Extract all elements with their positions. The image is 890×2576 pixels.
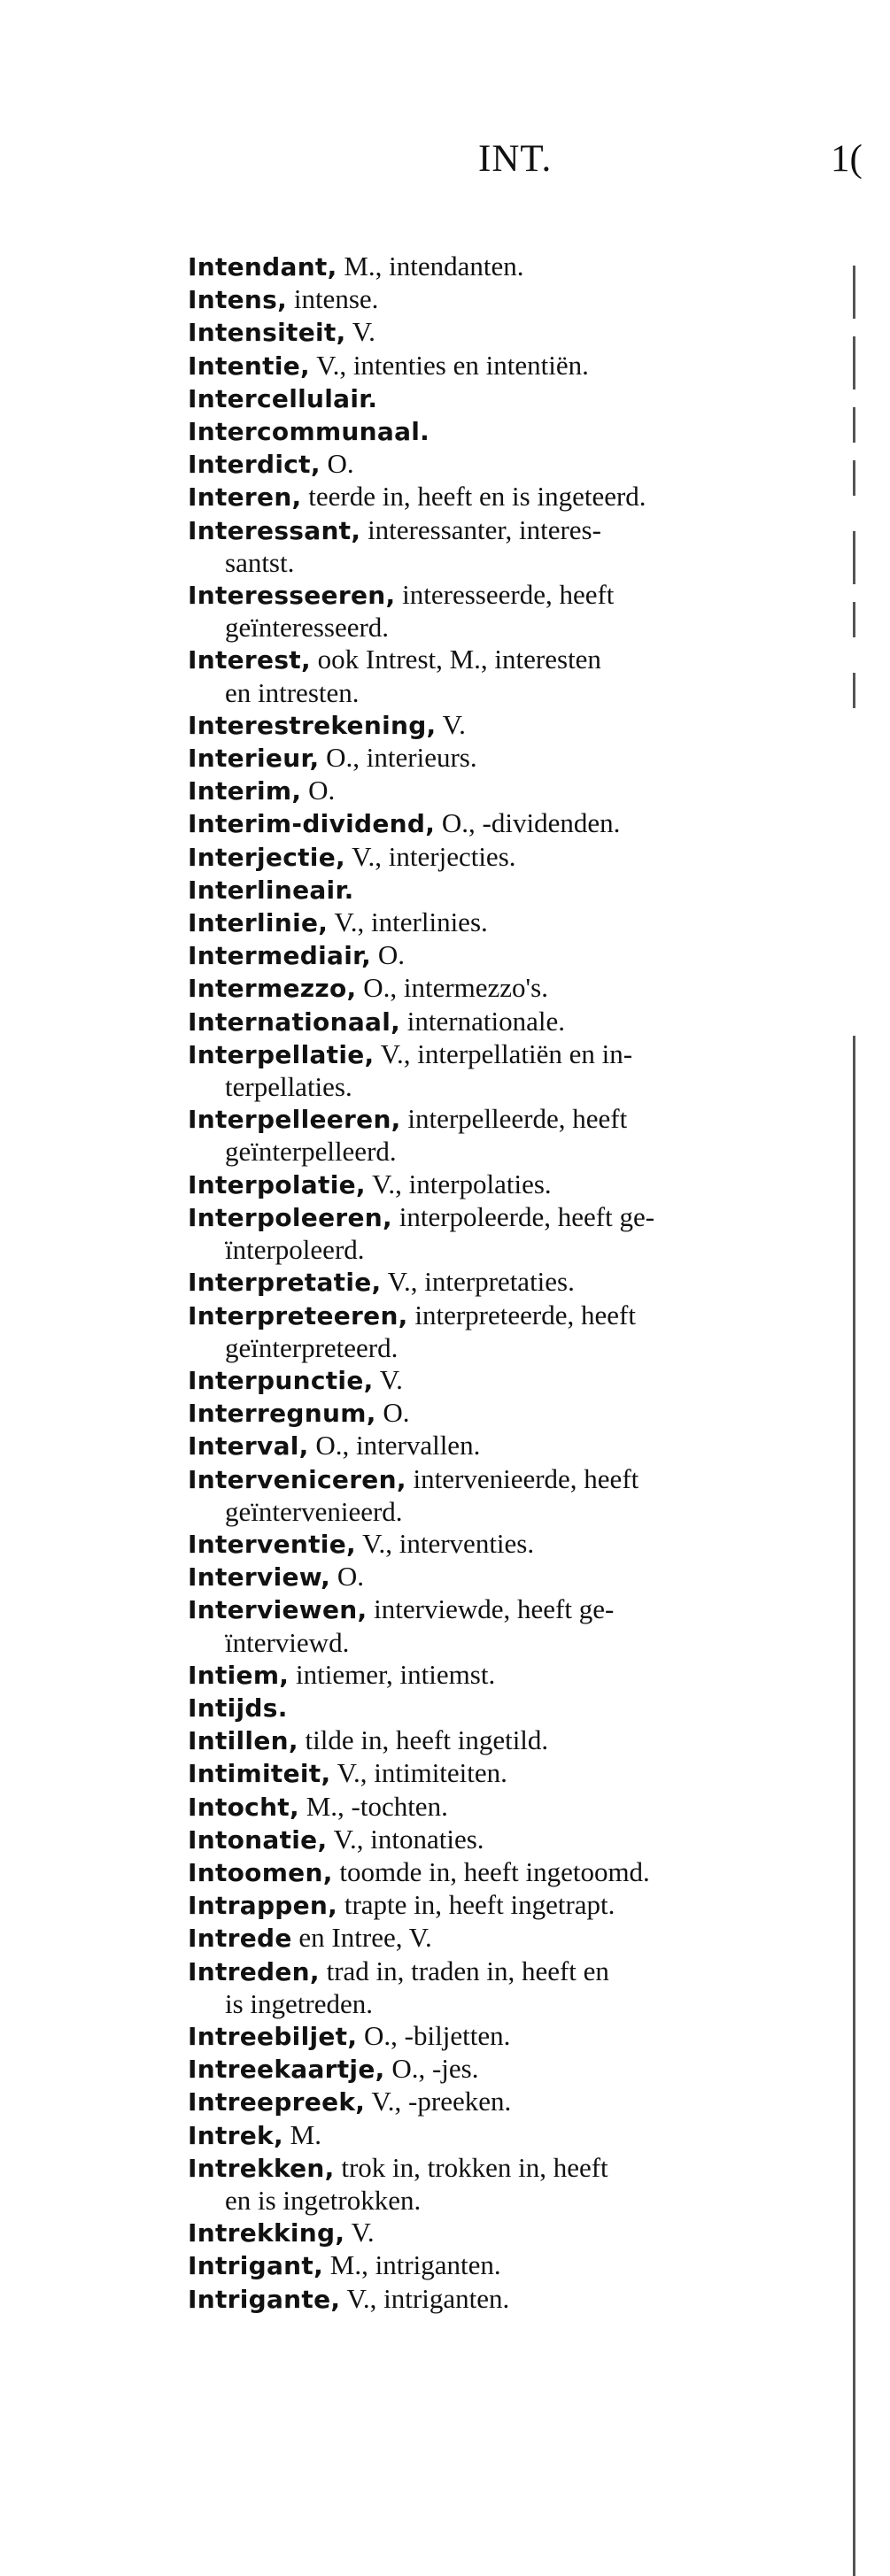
entry-definition: V., intimiteiten. (330, 1757, 507, 1789)
dictionary-entry (188, 2249, 822, 2282)
entry-headword: Interieur, (188, 744, 320, 774)
entry-definition: O., -dividenden. (435, 807, 621, 839)
entry-definition: V., interjecties. (344, 840, 516, 872)
entry-headword: Interlinie, (188, 908, 329, 938)
margin-rule (853, 336, 855, 389)
entry-definition: interviewde, heeft ge- (367, 1593, 615, 1625)
entry-definition: O., intervallen. (308, 1430, 481, 1462)
entry-headword: Interdict, (188, 450, 321, 480)
entry-headword: Interpellatie, (188, 1039, 375, 1069)
entry-definition: V., intriganten. (340, 2282, 510, 2314)
entry-definition: interesseerde, heeft (395, 579, 615, 611)
dictionary-entry (188, 2053, 822, 2086)
entry-definition: interpelleerde, heeft (400, 1103, 628, 1135)
dictionary-entry (188, 448, 822, 481)
entry-headword: Intrekken, (188, 2153, 335, 2183)
entry-headword: Interviewen, (188, 1595, 368, 1625)
entry-headword: Intrappen, (188, 1891, 338, 1921)
entry-headword: Interventie, (188, 1529, 356, 1559)
dictionary-entry (188, 2152, 822, 2217)
entry-headword: Intonatie, (188, 1824, 328, 1855)
dictionary-entry (188, 1430, 822, 1462)
entry-headword: Intrigant, (188, 2251, 324, 2281)
entry-headword: Interen, (188, 482, 302, 513)
dictionary-entry (188, 1724, 822, 1757)
entry-definition: V., -preeken. (365, 2086, 512, 2117)
entry-definition: O., interieurs. (319, 742, 477, 774)
dictionary-entry (188, 972, 822, 1005)
margin-rule (853, 531, 855, 584)
entry-headword: Intocht, (188, 1792, 299, 1822)
entry-definition: teerde in, heeft en is ingeteerd. (301, 481, 646, 513)
entry-definition: M., -tochten. (298, 1790, 448, 1822)
dictionary-entry (188, 2119, 822, 2152)
entry-headword: Interview, (188, 1562, 331, 1593)
entry-definition: V. (436, 708, 466, 740)
entry-headword: Intens, (188, 285, 288, 315)
dictionary-entry (188, 1791, 822, 1824)
dictionary-entry (188, 382, 822, 415)
entry-definition: V., interventies. (355, 1527, 535, 1559)
entry-definition: V. (344, 2217, 375, 2248)
entry-headword: Interpunctie, (188, 1365, 374, 1395)
margin-rule (853, 460, 855, 496)
entry-headword: Intrede (188, 1924, 292, 1954)
entry-headword: Intercellulair. (188, 383, 378, 413)
dictionary-entry (188, 807, 822, 840)
dictionary-entry (188, 1364, 822, 1397)
dictionary-entry (188, 906, 822, 939)
entry-headword: Intijds. (188, 1693, 288, 1723)
entry-headword: Interpolatie, (188, 1169, 366, 1199)
entry-headword: Interpelleeren, (188, 1105, 401, 1135)
dictionary-entry (188, 1006, 822, 1038)
entry-headword: Intoomen, (188, 1857, 333, 1887)
entry-definition: V., intonaties. (327, 1823, 484, 1855)
page-header (0, 137, 890, 190)
dictionary-entry (188, 939, 822, 972)
entry-headword: Interval, (188, 1431, 309, 1462)
entry-definition: M., intriganten. (323, 2249, 501, 2281)
margin-rule (853, 266, 855, 319)
entry-continuation: santst. (225, 546, 295, 578)
entry-headword: Intrek, (188, 2120, 283, 2150)
dictionary-entry (188, 1103, 822, 1168)
entry-headword: Intrekking, (188, 2218, 345, 2248)
dictionary-entry (188, 1561, 822, 1593)
entry-continuation: is ingetreden. (225, 1987, 374, 2019)
dictionary-entry (188, 1038, 822, 1103)
dictionary-entry (188, 1856, 822, 1889)
dictionary-entry (188, 1397, 822, 1430)
entry-definition: V. (345, 316, 375, 348)
entry-continuation: en intresten. (225, 676, 360, 708)
entry-headword: Intreebiljet, (188, 2021, 358, 2051)
entry-headword: Interpreteeren, (188, 1300, 408, 1330)
entry-definition: V., intenties en intentiën. (309, 349, 589, 381)
entry-headword: Interlineair. (188, 875, 354, 905)
dictionary-entry (188, 1463, 822, 1528)
dictionary-entry (188, 1168, 822, 1201)
entry-definition: V., interlinies. (328, 906, 488, 938)
entry-definition: O. (320, 448, 354, 480)
dictionary-entry (188, 251, 822, 283)
dictionary-entry (188, 1593, 822, 1658)
dictionary-entry (188, 1757, 822, 1790)
entry-headword: Intentie, (188, 351, 310, 381)
dictionary-entry (188, 644, 822, 708)
entry-definition: O., -biljetten. (357, 2019, 511, 2051)
running-head: INT. (478, 138, 553, 180)
entry-definition: V. (373, 1363, 403, 1395)
dictionary-entry (188, 874, 822, 906)
page-number: 1( (831, 138, 863, 180)
dictionary-entry (188, 2283, 822, 2316)
margin-rule (853, 673, 855, 708)
entry-headword: Intrigante, (188, 2284, 341, 2314)
dictionary-entry (188, 579, 822, 644)
dictionary-entry (188, 415, 822, 448)
entry-headword: Intreepreek, (188, 2087, 366, 2117)
dictionary-entry (188, 1824, 822, 1856)
entry-definition: trad in, traden in, heeft en (319, 1955, 609, 1986)
dictionary-entry (188, 1266, 822, 1299)
entry-definition: internationale. (400, 1005, 565, 1037)
entry-continuation: en is ingetrokken. (225, 2184, 422, 2216)
dictionary-entry (188, 742, 822, 775)
entry-definition: O. (301, 775, 336, 806)
entry-definition: O., -jes. (384, 2053, 479, 2085)
entry-continuation: ïnterviewd. (225, 1626, 350, 1658)
entry-headword: Intermediair, (188, 941, 372, 971)
entry-definition: intervenieerde, heeft (406, 1462, 639, 1494)
dictionary-entry (188, 1955, 822, 2020)
entry-definition: tilde in, heeft ingetild. (298, 1724, 549, 1756)
entry-headword: Interim-dividend, (188, 809, 436, 839)
entry-definition: ook Intrest, M., interesten (310, 644, 601, 675)
dictionary-entry (188, 1528, 822, 1561)
entry-definition: interpoleerde, heeft ge- (391, 1200, 655, 1232)
dictionary-entry (188, 775, 822, 807)
entry-definition: O. (330, 1561, 364, 1593)
entry-headword: Interpoleeren, (188, 1202, 392, 1232)
entry-headword: Internationaal, (188, 1006, 401, 1037)
entry-definition: V., interpolaties. (365, 1168, 552, 1199)
entry-continuation: ïnterpoleerd. (225, 1234, 365, 1266)
entry-headword: Interjectie, (188, 842, 345, 872)
entry-definition: M., intendanten. (337, 251, 524, 282)
margin-rule (853, 1036, 855, 2576)
dictionary-entry (188, 481, 822, 513)
entry-definition: intense. (287, 283, 379, 315)
entry-headword: Interestrekening, (188, 710, 437, 740)
entry-headword: Intreden, (188, 1956, 320, 1986)
entry-headword: Interesseeren, (188, 581, 396, 611)
dictionary-entry (188, 350, 822, 382)
dictionary-entry (188, 2217, 822, 2249)
entry-definition: V., interpretaties. (381, 1266, 575, 1298)
entry-headword: Intercommunaal. (188, 417, 430, 447)
entry-continuation: geïnterpelleerd. (225, 1136, 397, 1168)
entry-definition: V., interpellatiën en in- (374, 1037, 633, 1069)
entry-headword: Interessant, (188, 515, 361, 545)
dictionary-entry (188, 841, 822, 874)
dictionary-entry (188, 1889, 822, 1922)
dictionary-entry (188, 1201, 822, 1266)
dictionary-entry (188, 316, 822, 349)
entry-definition: O. (375, 1397, 410, 1429)
dictionary-entry (188, 2020, 822, 2053)
dictionary-entries (188, 251, 822, 2316)
dictionary-entry (188, 1692, 822, 1724)
entry-headword: Interpretatie, (188, 1268, 382, 1298)
entry-definition: M. (282, 2118, 321, 2150)
entry-headword: Interveniceren, (188, 1464, 406, 1494)
entry-definition: O. (371, 939, 405, 971)
entry-definition: en Intree, V. (291, 1922, 432, 1954)
margin-rule (853, 407, 855, 443)
entry-headword: Interregnum, (188, 1399, 376, 1429)
entry-headword: Intillen, (188, 1726, 298, 1756)
entry-definition: toomde in, heeft ingetoomd. (332, 1855, 650, 1887)
entry-headword: Intensiteit, (188, 318, 346, 348)
entry-definition: O., intermezzo's. (356, 972, 548, 1004)
dictionary-entry (188, 1922, 822, 1955)
entry-definition: trok in, trokken in, heeft (334, 2151, 608, 2183)
dictionary-entry (188, 709, 822, 742)
dictionary-entry (188, 514, 822, 579)
entry-definition: interpreteerde, heeft (407, 1299, 636, 1330)
entry-definition: interessanter, interes- (360, 513, 601, 545)
dictionary-entry (188, 1659, 822, 1692)
entry-continuation: geïnteresseerd. (225, 612, 390, 644)
entry-headword: Intermezzo, (188, 974, 357, 1004)
margin-rule (853, 602, 855, 637)
entry-continuation: geïnterpreteerd. (225, 1331, 399, 1363)
entry-headword: Intendant, (188, 252, 337, 282)
entry-continuation: terpellaties. (225, 1071, 352, 1103)
dictionary-entry (188, 283, 822, 316)
entry-continuation: geïntervenieerd. (225, 1495, 403, 1527)
entry-headword: Intimiteit, (188, 1759, 331, 1789)
entry-headword: Intiem, (188, 1660, 290, 1690)
dictionary-entry (188, 2086, 822, 2118)
entry-definition: intiemer, intiemst. (289, 1658, 496, 1690)
entry-headword: Intreekaartje, (188, 2055, 385, 2085)
entry-definition: trapte in, heeft ingetrapt. (337, 1889, 615, 1921)
entry-headword: Interim, (188, 776, 302, 806)
entry-headword: Interest, (188, 645, 311, 675)
dictionary-entry (188, 1300, 822, 1364)
